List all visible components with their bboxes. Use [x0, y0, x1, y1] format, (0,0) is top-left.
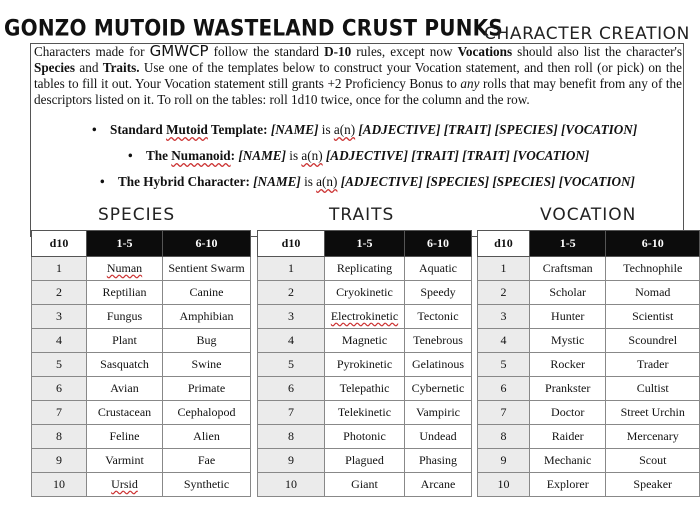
roll-number	[32, 401, 87, 425]
intro-any: any	[460, 76, 480, 91]
vocation-col-header: 6-10	[606, 231, 700, 257]
table-row	[478, 281, 700, 305]
cell-text: 2	[500, 285, 507, 299]
cell-text: 1	[288, 261, 294, 275]
table-cell	[606, 425, 700, 449]
cell-text: 3	[288, 309, 294, 323]
roll-number	[478, 449, 530, 473]
cell-text: 7	[288, 405, 294, 419]
table-cell	[163, 377, 251, 401]
cell-text: Speaker	[633, 477, 673, 491]
table-row	[258, 353, 472, 377]
cell-text: Gelatinous	[412, 357, 464, 371]
table-cell	[325, 353, 405, 377]
table-cell	[325, 305, 405, 329]
template-article: a(n)	[301, 148, 323, 163]
roll-number	[32, 449, 87, 473]
cell-text: 10	[497, 477, 510, 491]
roll-number	[32, 305, 87, 329]
cell-text: 8	[500, 429, 507, 443]
traits-heading: TRAITS	[329, 205, 395, 225]
table-cell	[529, 401, 606, 425]
table-cell	[606, 473, 700, 497]
table-cell	[325, 401, 405, 425]
table-cell	[325, 329, 405, 353]
table-cell	[405, 353, 472, 377]
cell-text: Cultist	[636, 381, 669, 395]
roll-number	[32, 473, 87, 497]
vocation-heading: VOCATION	[540, 205, 637, 225]
intro-paragraph	[34, 43, 682, 108]
cell-text: Street Urchin	[620, 405, 685, 419]
cell-text: 8	[56, 429, 62, 443]
cell-text: Doctor	[551, 405, 585, 419]
roll-number	[478, 425, 530, 449]
template-pattern: [ADJECTIVE] [TRAIT] [SPECIES] [VOCATION]	[355, 122, 638, 137]
cell-text: Telepathic	[339, 381, 390, 395]
table-cell	[163, 425, 251, 449]
cell-text: Aquatic	[419, 261, 457, 275]
roll-number	[478, 401, 530, 425]
cell-text: Craftsman	[542, 261, 593, 275]
cell-text: Fae	[197, 453, 216, 467]
table-cell	[606, 257, 700, 281]
cell-text: Technophile	[623, 261, 683, 275]
table-cell	[325, 377, 405, 401]
table-cell	[405, 377, 472, 401]
table-cell	[606, 305, 700, 329]
table-row	[258, 257, 472, 281]
table-row	[32, 353, 251, 377]
table-cell	[87, 473, 163, 497]
vocation-col-header: 1-5	[529, 231, 606, 257]
cell-text: Tectonic	[417, 309, 459, 323]
table-cell	[529, 473, 606, 497]
table-cell	[606, 281, 700, 305]
cell-text: Sentient Swarm	[168, 261, 245, 275]
intro-d10: D-10	[324, 44, 352, 59]
roll-number	[478, 329, 530, 353]
cell-text: Photonic	[343, 429, 386, 443]
table-cell	[606, 329, 700, 353]
cell-text: Vampiric	[416, 405, 460, 419]
template-pattern: [ADJECTIVE] [TRAIT] [TRAIT] [VOCATION]	[322, 148, 590, 163]
cell-text: Scoundrel	[628, 333, 678, 347]
table-cell	[325, 425, 405, 449]
traits-col-header: d10	[258, 231, 325, 257]
cell-text: Tenebrous	[413, 333, 463, 347]
cell-text: Scientist	[632, 309, 674, 323]
cell-text: 3	[56, 309, 62, 323]
table-row	[32, 425, 251, 449]
table-cell	[606, 401, 700, 425]
cell-text: Speedy	[420, 285, 456, 299]
table-row	[478, 257, 700, 281]
table-row	[478, 473, 700, 497]
intro-text-4: should also list the character's	[512, 44, 683, 59]
table-cell	[163, 401, 251, 425]
page-title: GONZO MUTOID WASTELAND CRUST PUNKS	[4, 14, 503, 41]
table-cell	[163, 449, 251, 473]
table-row	[258, 377, 472, 401]
table-row	[258, 473, 472, 497]
vocation-col-header: d10	[478, 231, 530, 257]
table-row	[258, 425, 472, 449]
table-row	[478, 353, 700, 377]
roll-number	[258, 401, 325, 425]
cell-text: Cybernetic	[411, 381, 465, 395]
cell-text: Trader	[636, 357, 669, 371]
roll-number	[258, 473, 325, 497]
cell-text: Plant	[112, 333, 137, 347]
roll-number	[32, 377, 87, 401]
traits-header-row	[258, 231, 472, 257]
cell-text: 10	[53, 477, 65, 491]
template-article: a(n)	[316, 174, 338, 189]
roll-number	[478, 473, 530, 497]
roll-number	[478, 257, 530, 281]
cell-text: 5	[500, 357, 507, 371]
table-cell	[325, 281, 405, 305]
vocation-header-row	[478, 231, 700, 257]
cell-text: Giant	[351, 477, 378, 491]
cell-text: Ursid	[111, 477, 138, 491]
cell-text: Varmint	[105, 453, 144, 467]
cell-text: Telekinetic	[337, 405, 392, 419]
species-col-header: 1-5	[87, 231, 163, 257]
table-cell	[163, 305, 251, 329]
cell-text: 7	[500, 405, 507, 419]
cell-text: Replicating	[336, 261, 393, 275]
cell-text: Arcane	[420, 477, 456, 491]
traits-table	[257, 230, 472, 497]
intro-text-2: follow the standard	[208, 44, 325, 59]
template-name: [NAME]	[253, 174, 301, 189]
table-row	[478, 425, 700, 449]
intro-text-5: and	[75, 60, 103, 75]
cell-text: 4	[288, 333, 294, 347]
cell-text: 5	[56, 357, 62, 371]
table-row	[32, 329, 251, 353]
cell-text: Swine	[191, 357, 222, 371]
cell-text: Canine	[189, 285, 224, 299]
table-cell	[529, 329, 606, 353]
cell-text: 10	[285, 477, 297, 491]
roll-number	[478, 305, 530, 329]
roll-number	[258, 281, 325, 305]
roll-number	[478, 281, 530, 305]
template-label-end: :	[230, 148, 236, 163]
table-row	[32, 257, 251, 281]
cell-text: Pyrokinetic	[336, 357, 393, 371]
roll-number	[32, 329, 87, 353]
species-table	[31, 230, 251, 497]
table-row	[32, 377, 251, 401]
table-row	[478, 329, 700, 353]
table-row	[258, 329, 472, 353]
template-name: [NAME]	[270, 122, 319, 137]
cell-text: Hunter	[551, 309, 585, 323]
table-cell	[325, 449, 405, 473]
species-header-row	[32, 231, 251, 257]
cell-text: Primate	[187, 381, 226, 395]
intro-species: Species	[34, 60, 76, 75]
template-numanoid: • The Numanoid: [NAME] is a(n) [ADJECTIVE] [TRAIT] [TRAIT] [VOCATION]	[128, 148, 590, 163]
vocation-table	[477, 230, 700, 497]
table-cell	[87, 257, 163, 281]
cell-text: Plagued	[345, 453, 384, 467]
table-cell	[87, 377, 163, 401]
cell-text: 7	[56, 405, 62, 419]
cell-text: Prankster	[545, 381, 591, 395]
intro-text-7: rolls that may benefit from any of the descriptors listed on it. To roll on the tables: roll 1d10 twice, once for the column and the row.	[34, 76, 682, 107]
roll-number	[258, 329, 325, 353]
cell-text: 2	[56, 285, 62, 299]
cell-text: 6	[288, 381, 294, 395]
table-row	[258, 449, 472, 473]
table-cell	[405, 305, 472, 329]
roll-number	[32, 425, 87, 449]
table-cell	[87, 329, 163, 353]
template-label: Standard	[110, 122, 167, 137]
roll-number	[258, 377, 325, 401]
cell-text: 1	[500, 261, 507, 275]
table-row	[258, 305, 472, 329]
table-cell	[163, 257, 251, 281]
cell-text: Scout	[639, 453, 667, 467]
section-title: CHARACTER CREATION	[484, 24, 690, 44]
table-row	[478, 377, 700, 401]
cell-text: Cephalopod	[177, 405, 236, 419]
traits-col-header: 6-10	[405, 231, 472, 257]
table-row	[478, 401, 700, 425]
table-cell	[87, 449, 163, 473]
cell-text: Magnetic	[341, 333, 388, 347]
table-cell	[529, 425, 606, 449]
cell-text: Nomad	[635, 285, 671, 299]
template-article: a(n)	[333, 122, 356, 137]
cell-text: Rocker	[550, 357, 586, 371]
cell-text: 4	[500, 333, 507, 347]
table-cell	[87, 425, 163, 449]
cell-text: Electrokinetic	[330, 309, 399, 323]
cell-text: 5	[288, 357, 294, 371]
roll-number	[32, 353, 87, 377]
table-cell	[405, 473, 472, 497]
template-label-word: Numanoid	[171, 148, 231, 163]
cell-text: 6	[56, 381, 62, 395]
cell-text: Avian	[110, 381, 139, 395]
cell-text: Phasing	[418, 453, 457, 467]
table-cell	[325, 473, 405, 497]
cell-text: 4	[56, 333, 62, 347]
table-cell	[405, 257, 472, 281]
cell-text: Fungus	[106, 309, 143, 323]
intro-vocations: Vocations	[457, 44, 513, 59]
species-col-header: d10	[32, 231, 87, 257]
table-cell	[163, 353, 251, 377]
table-cell	[405, 281, 472, 305]
species-heading: SPECIES	[98, 205, 176, 225]
cell-text: 9	[288, 453, 294, 467]
table-row	[478, 305, 700, 329]
table-row	[32, 473, 251, 497]
intro-text-3: rules, except now	[351, 44, 458, 59]
cell-text: Scholar	[549, 285, 587, 299]
cell-text: 3	[500, 309, 507, 323]
roll-number	[258, 305, 325, 329]
template-label: The Hybrid Character:	[118, 174, 250, 189]
roll-number	[258, 257, 325, 281]
cell-text: Bug	[196, 333, 217, 347]
template-standard: • Standard Mutoid Template: [NAME] is a(n) [ADJECTIVE] [TRAIT] [SPECIES] [VOCATION]	[92, 122, 638, 137]
table-row	[32, 305, 251, 329]
table-cell	[163, 329, 251, 353]
cell-text: Numan	[106, 261, 143, 275]
cell-text: Mechanic	[544, 453, 592, 467]
table-cell	[405, 425, 472, 449]
table-cell	[529, 305, 606, 329]
table-cell	[163, 281, 251, 305]
template-pattern: [ADJECTIVE] [SPECIES] [SPECIES] [VOCATION]	[337, 174, 635, 189]
table-cell	[606, 449, 700, 473]
template-label-word: Mutoid	[166, 122, 208, 137]
roll-number	[478, 353, 530, 377]
traits-col-header: 1-5	[325, 231, 405, 257]
table-cell	[529, 449, 606, 473]
table-cell	[325, 257, 405, 281]
cell-text: Reptilian	[102, 285, 147, 299]
roll-number	[32, 281, 87, 305]
cell-text: 9	[500, 453, 507, 467]
roll-number	[32, 257, 87, 281]
table-cell	[606, 353, 700, 377]
intro-text-6: Use one of the templates below to construct your Vocation statement, and then roll (or pick) on the tables to fill it out. Your Vocation statement still grants +2 Proficiency Bonus to	[34, 60, 682, 91]
table-cell	[606, 377, 700, 401]
table-row	[258, 401, 472, 425]
cell-text: Mystic	[551, 333, 585, 347]
cell-text: 6	[500, 381, 507, 395]
table-cell	[529, 353, 606, 377]
cell-text: Cryokinetic	[336, 285, 393, 299]
roll-number	[478, 377, 530, 401]
cell-text: 1	[56, 261, 62, 275]
table-cell	[87, 401, 163, 425]
template-label-end: Template:	[207, 122, 268, 137]
roll-number	[258, 449, 325, 473]
cell-text: Alien	[193, 429, 220, 443]
roll-number	[258, 353, 325, 377]
template-is: is	[318, 122, 334, 137]
cell-text: Synthetic	[183, 477, 230, 491]
cell-text: Feline	[109, 429, 140, 443]
table-cell	[529, 377, 606, 401]
template-label: The	[146, 148, 172, 163]
cell-text: Raider	[551, 429, 584, 443]
template-name: [NAME]	[238, 148, 286, 163]
cell-text: Crustacean	[97, 405, 152, 419]
intro-traits: Traits.	[102, 60, 140, 75]
table-row	[478, 449, 700, 473]
table-cell	[163, 473, 251, 497]
table-row	[32, 449, 251, 473]
cell-text: 2	[288, 285, 294, 299]
cell-text: Mercenary	[626, 429, 679, 443]
table-cell	[87, 305, 163, 329]
species-col-header: 6-10	[163, 231, 251, 257]
table-row	[32, 401, 251, 425]
template-is: is	[300, 174, 317, 189]
cell-text: Amphibian	[179, 309, 234, 323]
intro-text-1: Characters made for	[34, 44, 150, 59]
cell-text: 9	[56, 453, 62, 467]
table-cell	[405, 449, 472, 473]
cell-text: Undead	[419, 429, 457, 443]
table-cell	[87, 353, 163, 377]
table-row	[258, 281, 472, 305]
template-is: is	[285, 148, 302, 163]
table-cell	[529, 281, 606, 305]
table-cell	[529, 257, 606, 281]
table-cell	[405, 401, 472, 425]
cell-text: 8	[288, 429, 294, 443]
table-row	[32, 281, 251, 305]
template-hybrid: • The Hybrid Character: [NAME] is a(n) [ADJECTIVE] [SPECIES] [SPECIES] [VOCATION]	[100, 174, 635, 189]
table-cell	[87, 281, 163, 305]
roll-number	[258, 425, 325, 449]
brand-acronym: GMWCP	[149, 42, 209, 60]
table-cell	[405, 329, 472, 353]
cell-text: Explorer	[546, 477, 589, 491]
cell-text: Sasquatch	[100, 357, 149, 371]
